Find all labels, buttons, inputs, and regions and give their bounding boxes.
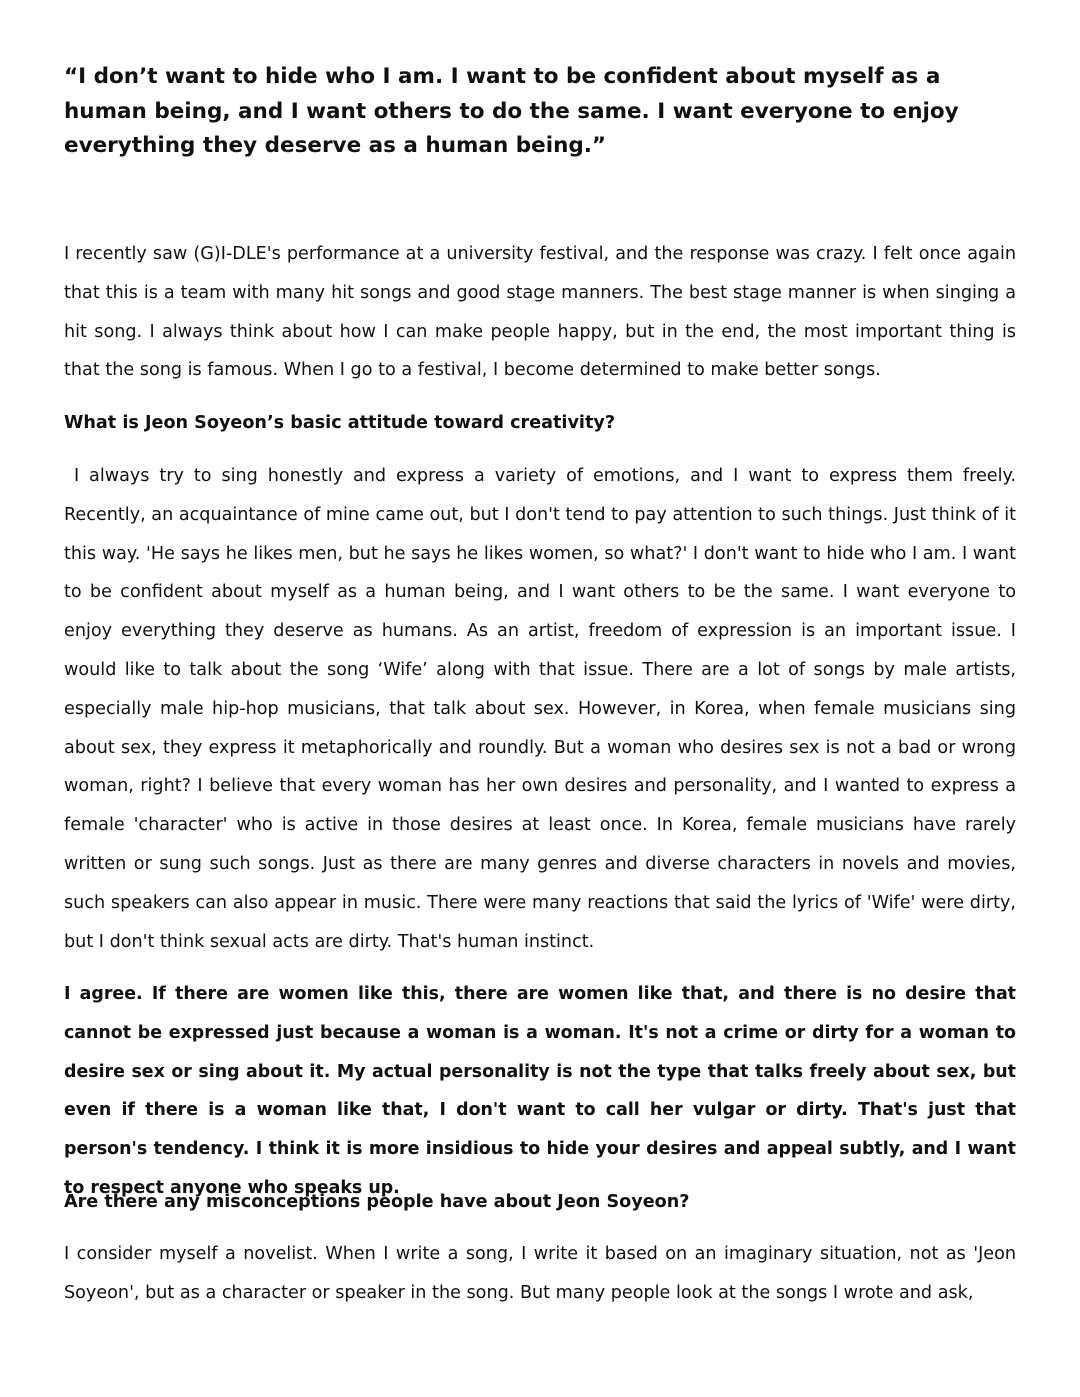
question-creativity: What is Jeon Soyeon’s basic attitude toward creativity? <box>64 413 616 433</box>
paragraph-festival: I recently saw (G)I-DLE's performance at a university festival, and the response was crazy. I felt once again that this is a team with many hit songs and good stage manners. The best stage manner is when singing a hit song. I always think about how I can make people happy, but in the end, the most important thing is that the song is famous. When I go to a festival, I become determined to make better songs. <box>64 244 1016 381</box>
pull-quote: “I don’t want to hide who I am. I want to be confident about myself as a human being, and I want others to do the same. I want everyone to enjoy everything they deserve as a human being.” <box>64 64 959 158</box>
article-page <box>64 60 1016 164</box>
interviewer-comment: I agree. If there are women like this, there are women like that, and there is no desire that cannot be expressed just because a woman is a woman. It's not a crime or dirty for a woman to desire sex or sing about it. My actual personality is not the type that talks freely about sex, but even if there is a woman like that, I don't want to call her vulgar or dirty. That's just that person's tendency. I think it is more insidious to hide your desires and appeal subtly, and I want to respect anyone who speaks up. <box>64 984 1016 1198</box>
paragraph-novelist: I consider myself a novelist. When I write a song, I write it based on an imaginary situation, not as 'Jeon Soyeon', but as a character or speaker in the song. But many people look at the songs I wrote and ask, <box>64 1244 1016 1303</box>
question-misconceptions: Are there any misconceptions people have about Jeon Soyeon? <box>64 1192 690 1212</box>
paragraph-expression: I always try to sing honestly and express a variety of emotions, and I want to express them freely. Recently, an acquaintance of mine came out, but I don't tend to pay attention to such things. Just think of it this way. 'He says he likes men, but he says he likes women, so what?' I don't want to hide who I am. I want to be confident about myself as a human being, and I want others to be the same. I want everyone to enjoy everything they deserve as humans. As an artist, freedom of expression is an important issue. I would like to talk about the song ‘Wife’ along with that issue. There are a lot of songs by male artists, especially male hip-hop musicians, that talk about sex. However, in Korea, when female musicians sing about sex, they express it metaphorically and roundly. But a woman who desires sex is not a bad or wrong woman, right? I believe that every woman has her own desires and personality, and I wanted to express a female 'character' who is active in those desires at least once. In Korea, female musicians have rarely written or sung such songs. Just as there are many genres and diverse characters in novels and movies, such speakers can also appear in music. There were many reactions that said the lyrics of 'Wife' were dirty, but I don't think sexual acts are dirty. That's human instinct. <box>64 466 1022 952</box>
